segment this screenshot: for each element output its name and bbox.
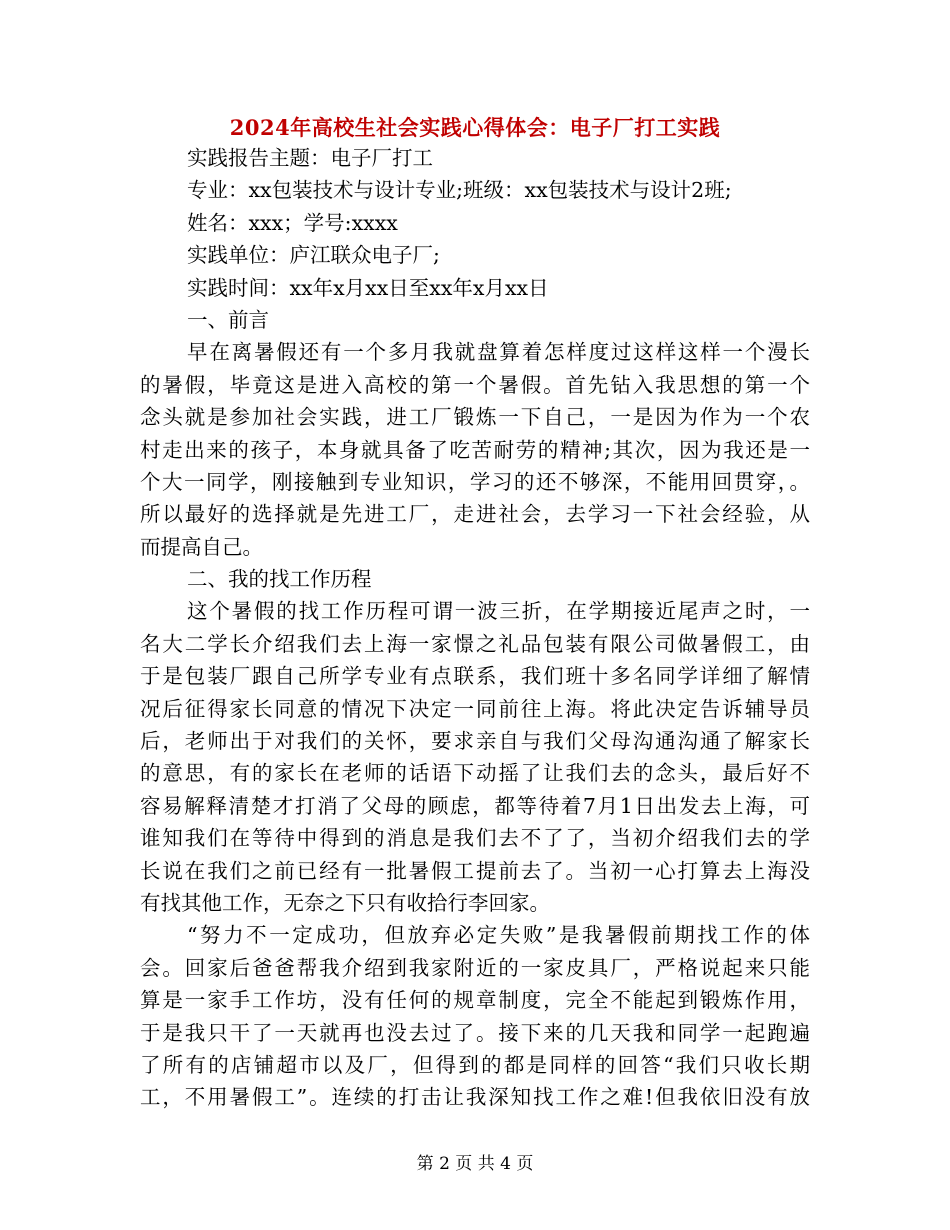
paragraph-line: 这个暑假的找工作历程可谓一波三折，在学期接近尾声之时，一 <box>187 599 810 624</box>
paragraph-line: 谁知我们在等待中得到的消息是我们去不了了，当初介绍我们去的学 <box>140 826 810 851</box>
paragraph-line: 个大一同学，刚接触到专业知识，学习的还不够深，不能用回贯穿，。 <box>140 469 810 494</box>
paragraph-line: 有找其他工作，无奈之下只有收拾行李回家。 <box>140 890 550 915</box>
section-heading-job-search: 二、我的找工作历程 <box>187 567 372 592</box>
paragraph-line: 早在离暑假还有一个多月我就盘算着怎样度过这样这样一个漫长 <box>187 340 810 365</box>
practice-unit-line: 实践单位：庐江联众电子厂; <box>187 243 440 268</box>
paragraph-line: 而提高自己。 <box>140 534 263 559</box>
paragraph-line: 于是包装厂跟自己所学专业有点联系，我们班十多名同学详细了解情 <box>140 664 810 689</box>
section-heading-preface: 一、前言 <box>187 307 269 332</box>
document-title: 2024年高校生社会实践心得体会：电子厂打工实践 <box>229 115 721 140</box>
paragraph-line: 容易解释清楚才打消了父母的顾虑，都等待着7月1日出发去上海，可 <box>140 793 810 818</box>
name-id-line: 姓名：xxx；学号:xxxx <box>187 210 398 235</box>
document-body <box>140 142 810 1114</box>
paragraph-line: 村走出来的孩子，本身就具备了吃苦耐劳的精神;其次，因为我还是一 <box>140 437 810 462</box>
paragraph-line: 后，老师出于对我们的关怀，要求亲自与我们父母沟通沟通了解家长 <box>140 729 810 754</box>
paragraph-line: 念头就是参加社会实践，进工厂锻炼一下自己，一是因为作为一个农 <box>140 405 810 430</box>
paragraph-line: 况后征得家长同意的情况下决定一同前往上海。将此决定告诉辅导员 <box>140 696 810 721</box>
paragraph-line: 会。回家后爸爸帮我介绍到我家附近的一家皮具厂，严格说起来只能 <box>140 955 810 980</box>
page-number-footer: 第 2 页 共 4 页 <box>416 1154 534 1174</box>
paragraph-line: 了所有的店铺超市以及厂，但得到的都是同样的回答“我们只收长期 <box>140 1052 810 1077</box>
paragraph-line: 名大二学长介绍我们去上海一家憬之礼品包装有限公司做暑假工，由 <box>140 631 810 656</box>
paragraph-line: 于是我只干了一天就再也没去过了。接下来的几天我和同学一起跑遍 <box>140 1020 810 1045</box>
paragraph-line: 所以最好的选择就是先进工厂，走进社会，去学习一下社会经验，从 <box>140 502 810 527</box>
paragraph-line: “努力不一定成功，但放弃必定失败”是我暑假前期找工作的体 <box>187 923 810 948</box>
paragraph-line: 的暑假，毕竟这是进入高校的第一个暑假。首先钻入我思想的第一个 <box>140 372 810 397</box>
paragraph-line: 算是一家手工作坊，没有任何的规章制度，完全不能起到锻炼作用， <box>140 988 810 1013</box>
practice-time-line: 实践时间：xx年x月xx日至xx年x月xx日 <box>187 275 549 300</box>
report-topic-line: 实践报告主题：电子厂打工 <box>187 146 433 170</box>
major-class-line: 专业：xx包装技术与设计专业;班级：xx包装技术与设计2班; <box>187 178 732 203</box>
paragraph-line: 的意思，有的家长在老师的话语下动摇了让我们去的念头，最后好不 <box>140 761 810 786</box>
paragraph-line: 长说在我们之前已经有一批暑假工提前去了。当初一心打算去上海没 <box>140 858 810 883</box>
paragraph-line: 工，不用暑假工”。连续的打击让我深知找工作之难!但我依旧没有放 <box>140 1085 810 1110</box>
